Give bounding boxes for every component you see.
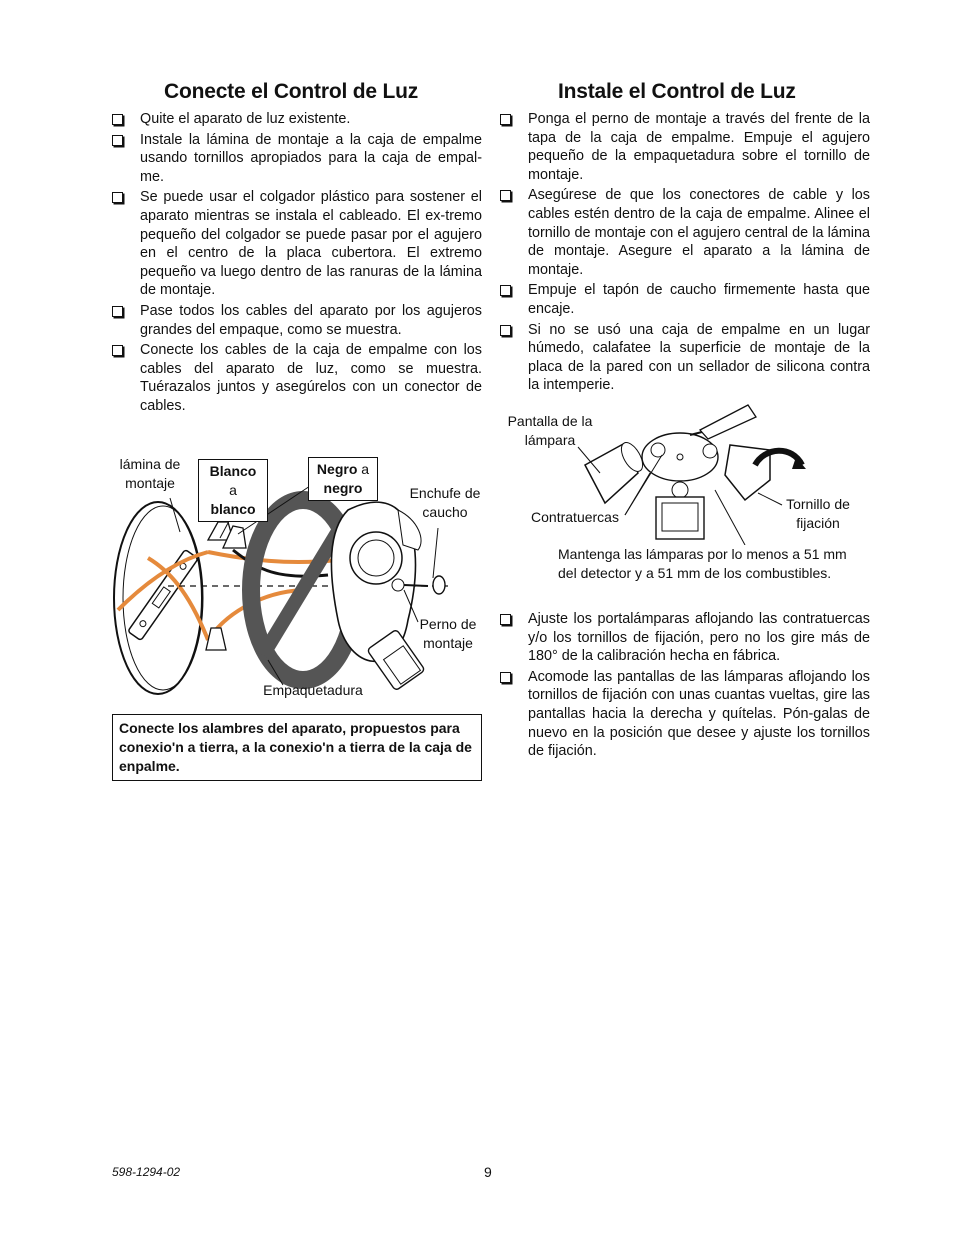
left-column [112, 80, 482, 418]
right-section-title: Instale el Control de Luz [558, 80, 796, 103]
label-tornillo: Tornillo de fijación [786, 496, 850, 531]
checkbox-icon [112, 135, 123, 146]
left-section-title: Conecte el Control de Luz [164, 80, 419, 103]
left-checklist [112, 110, 482, 416]
list-item: Quite el aparato de luz existente. [112, 110, 482, 129]
checkbox-icon [500, 672, 511, 683]
list-item: Pase todos los cables del aparato por los agujeros grandes del empaque, como se muestra. [112, 302, 482, 339]
right-checklist-2-wrap [500, 610, 870, 763]
list-item: Empuje el tapón de caucho firmemente hasta que encaje. [500, 281, 870, 318]
checkbox-icon [500, 285, 511, 296]
list-item: Asegúrese de que los conectores de cable y los cables estén dentro de la caja de empalme. Alinee el tornillo de montaje con el agujero central de la lámina de montaje. Asegure el aparato a la lámina de montaje. [500, 186, 870, 279]
checkbox-icon [500, 190, 511, 201]
list-item: Si no se usó una caja de empalme en un lugar húmedo, calafatee la superficie de montaje de la placa de la pared con un sellador de silicona contra la intemperie. [500, 321, 870, 395]
list-item: Conecte los cables de la caja de empalme con los cables del aparato de luz, como se muestra. Tuérazalos juntos y asegúrelos con un conector de cables. [112, 341, 482, 415]
checkbox-icon [112, 345, 123, 356]
ground-warning-box: Conecte los alambres del aparato, propuestos para conexio'n a tierra, a la conexio'n a tierra de la caja de enpalme. [112, 714, 482, 781]
right-checklist [500, 110, 870, 395]
label-empaquetadura: Empaquetadura [263, 682, 363, 698]
checkbox-icon [500, 114, 511, 125]
checkbox-icon [500, 614, 511, 625]
list-item: Instale la lámina de montaje a la caja de empalme usando tornillos apropiados para la caja de empal-me. [112, 131, 482, 187]
checkbox-icon [112, 192, 123, 203]
checkbox-icon [112, 306, 123, 317]
list-item: Se puede usar el colgador plástico para sostener el aparato mientras se instala el cableado. El ex-tremo pequeño del colgador se puede pasar por el agujero en el centro de la placa cubertora. El extremo pequeño va luego dentro de las ranuras de la lámina de montaje. [112, 188, 482, 300]
list-item: Acomode las pantallas de las lámparas aflojando los tornillos de fijación con unas cuantas vueltas, gire las pantallas hacia la derecha y quítelas. Pón-galas de nuevo en la posición que desee y ajuste los tornillos de fijación. [500, 668, 870, 761]
label-lamina: lámina de montaje [119, 456, 181, 491]
label-enchufe: Enchufe de caucho [409, 485, 481, 520]
label-pantalla: Pantalla de la lámpara [507, 413, 593, 448]
label-contratuercas: Contratuercas [531, 509, 619, 525]
right-column [500, 80, 870, 397]
label-mantenga: Mantenga las lámparas por lo menos a 51 mm del detector y a 51 mm de los combustibles. [558, 546, 847, 581]
list-item: Ponga el perno de montaje a través del frente de la tapa de la caja de empalme. Empuje el agujero pequeño de la empaquetadura sobre el tornillo de montaje. [500, 110, 870, 184]
document-number: 598-1294-02 [112, 1165, 181, 1179]
page-number: 9 [484, 1164, 492, 1180]
label-negro: Negro a negro [308, 457, 378, 501]
checkbox-icon [112, 114, 123, 125]
checkbox-icon [500, 325, 511, 336]
list-item: Ajuste los portalámparas aflojando las contratuercas y/o los tornillos de fijación, pero no los gire más de 180° de la calibración hecha en fábrica. [500, 610, 870, 666]
label-blanco: Blanco a blanco [198, 459, 268, 522]
right-checklist-2 [500, 610, 870, 761]
label-perno: Perno de montaje [419, 616, 477, 651]
